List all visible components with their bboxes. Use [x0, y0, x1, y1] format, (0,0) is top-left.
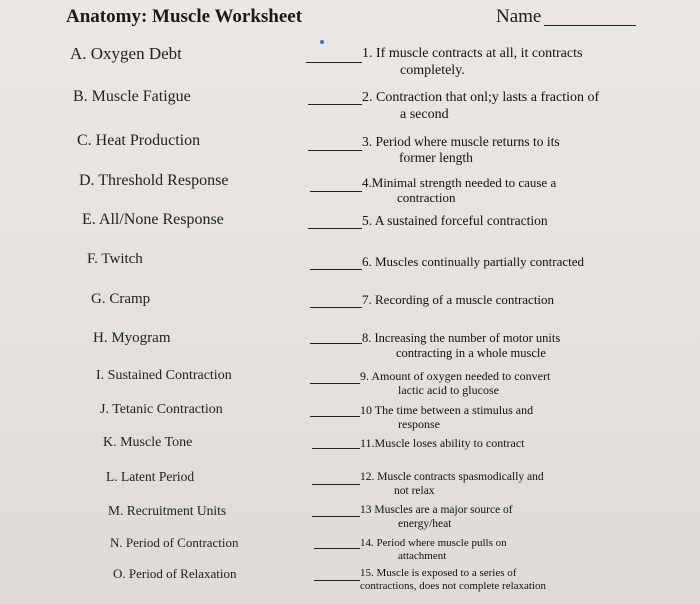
answer-blank[interactable]	[312, 448, 360, 449]
definition-item	[362, 292, 554, 307]
answer-blank[interactable]	[308, 150, 362, 151]
definition-line: 12. Muscle contracts spasmodically and	[360, 471, 544, 483]
answer-blank[interactable]	[310, 307, 362, 308]
definition-continuation: a second	[400, 106, 449, 122]
definition-item	[360, 504, 513, 531]
term-item: F. Twitch	[87, 251, 143, 267]
term-item: G. Cramp	[91, 291, 151, 307]
term-item: C. Heat Production	[77, 132, 201, 149]
definition-line: 6. Muscles continually partially contracted	[362, 254, 585, 269]
answer-blank[interactable]	[310, 191, 362, 192]
definition-continuation: response	[398, 417, 440, 432]
definition-line: 9. Amount of oxygen needed to convert	[360, 369, 551, 383]
term-item: D. Threshold Response	[79, 172, 229, 189]
definition-continuation: energy/heat	[398, 517, 452, 530]
answer-blank[interactable]	[312, 516, 360, 517]
definition-line: 13 Muscles are a major source of	[360, 504, 513, 516]
definition-item	[362, 90, 599, 123]
definition-item	[362, 134, 560, 166]
definition-item	[362, 175, 556, 206]
definition-continuation: completely.	[400, 62, 465, 78]
definition-continuation: contracting in a whole muscle	[396, 345, 546, 360]
definition-item	[360, 567, 546, 593]
definition-item	[362, 213, 548, 229]
answer-blank[interactable]	[312, 484, 360, 485]
term-item: M. Recruitment Units	[108, 503, 227, 518]
definition-continuation: contractions, does not complete relaxation	[360, 579, 547, 592]
definition-item	[360, 403, 533, 431]
answer-blank[interactable]	[310, 343, 362, 344]
definition-line: 4.Minimal strength needed to cause a	[362, 175, 557, 190]
term-item: O. Period of Relaxation	[113, 566, 237, 581]
answer-blank[interactable]	[314, 548, 360, 549]
term-item: B. Muscle Fatigue	[73, 88, 191, 105]
definition-line: 2. Contraction that onl;y lasts a fraction of	[362, 90, 600, 105]
definition-line: 8. Increasing the number of motor units	[362, 331, 561, 345]
answer-blank[interactable]	[310, 383, 360, 384]
definition-line: 5. A sustained forceful contraction	[362, 213, 548, 228]
definition-continuation: attachment	[398, 549, 447, 562]
definition-item	[360, 369, 550, 397]
definition-item	[360, 537, 507, 563]
definition-line: 3. Period where muscle returns to its	[362, 134, 560, 149]
term-item: K. Muscle Tone	[103, 435, 193, 450]
definition-line: 14. Period where muscle pulls on	[360, 537, 507, 549]
definition-continuation: lactic acid to glucose	[398, 383, 499, 398]
definition-item	[362, 331, 560, 361]
term-item: E. All/None Response	[82, 211, 224, 228]
definition-line: 11.Muscle loses ability to contract	[360, 436, 525, 450]
answer-blank[interactable]	[310, 416, 360, 417]
definition-continuation: not relax	[394, 484, 435, 497]
definition-line: 15. Muscle is exposed to a series of	[360, 567, 517, 579]
worksheet-title: Anatomy: Muscle Worksheet	[66, 6, 303, 27]
answer-blank[interactable]	[306, 62, 362, 63]
term-item: J. Tetanic Contraction	[100, 402, 223, 417]
term-item: L. Latent Period	[106, 469, 195, 484]
definition-item	[362, 46, 582, 79]
answer-blank[interactable]	[310, 269, 362, 270]
term-item: I. Sustained Contraction	[96, 368, 232, 383]
definition-continuation: former length	[399, 149, 473, 165]
answer-blank[interactable]	[308, 228, 362, 229]
answer-blank[interactable]	[314, 580, 360, 581]
definition-continuation: contraction	[397, 190, 456, 206]
answer-blank[interactable]	[308, 104, 362, 105]
term-item: H. Myogram	[93, 330, 171, 346]
definition-line: 1. If muscle contracts at all, it contracts	[362, 46, 583, 61]
name-label: Name	[496, 6, 542, 27]
stray-dot	[320, 40, 324, 44]
definition-line: 7. Recording of a muscle contraction	[362, 292, 555, 307]
definition-item	[360, 436, 525, 450]
definition-line: 10 The time between a stimulus and	[360, 403, 534, 417]
definition-item	[362, 254, 584, 269]
term-item: A. Oxygen Debt	[70, 44, 182, 63]
name-blank-line	[544, 25, 636, 26]
term-item: N. Period of Contraction	[110, 535, 239, 550]
definition-item	[360, 471, 544, 498]
